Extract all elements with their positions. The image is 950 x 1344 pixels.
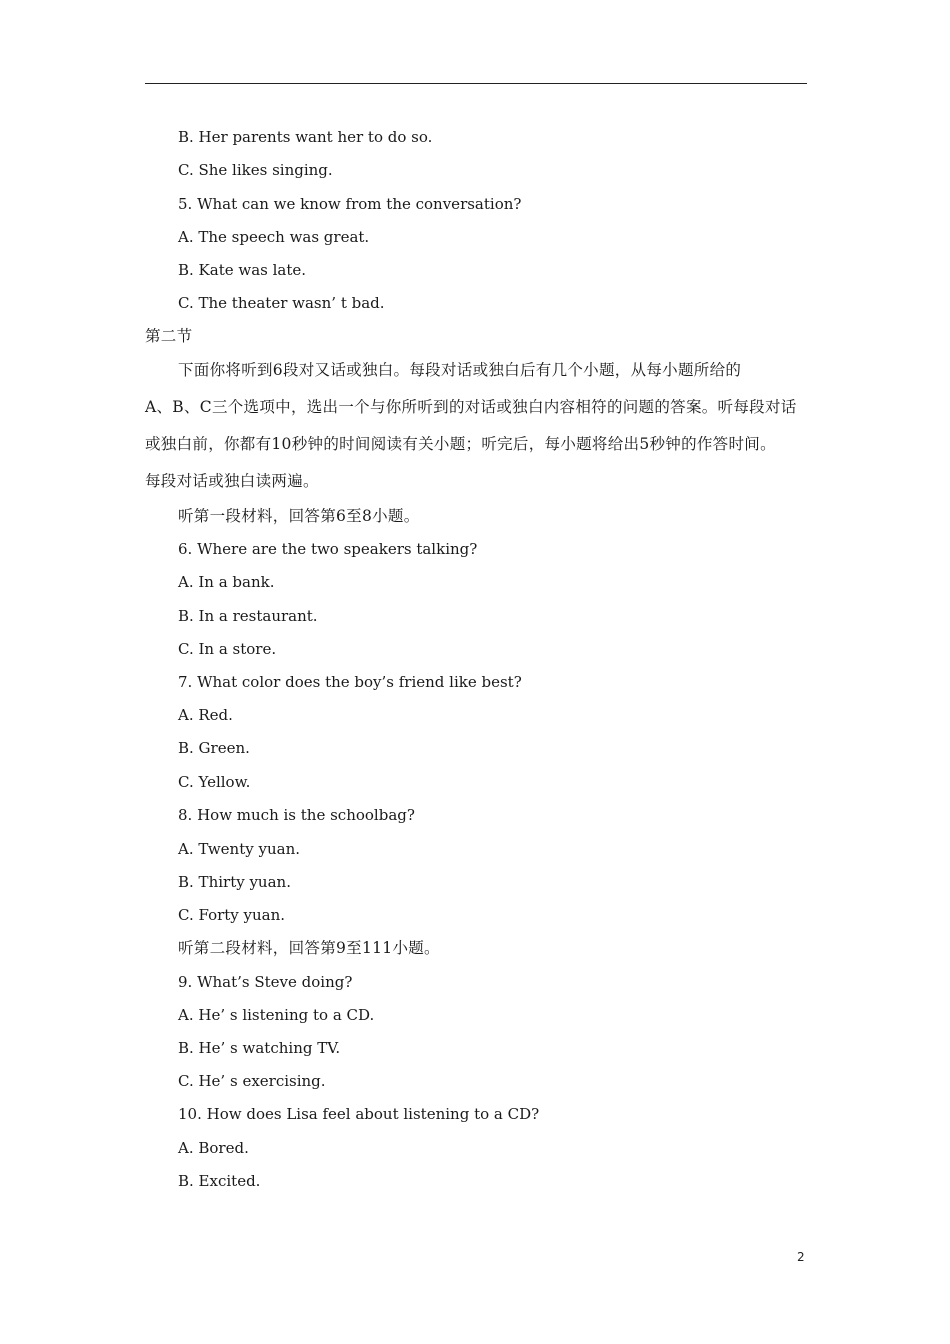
option-line: B. Thirty yuan. xyxy=(178,873,291,891)
instruction-paragraph-line: 或独白前，你都有10秒钟的时间阅读有关小题；听完后，每小题将给出5秒钟的作答时间。 xyxy=(145,435,776,453)
option-line: C. The theater wasn’ t bad. xyxy=(178,294,385,312)
option-line: C. She likes singing. xyxy=(178,161,333,179)
question-line: 5. What can we know from the conversation? xyxy=(178,195,522,213)
option-line: A. He’ s listening to a CD. xyxy=(178,1006,375,1024)
question-line: 7. What color does the boy’s friend like best? xyxy=(178,673,522,691)
option-line: C. Yellow. xyxy=(178,773,251,791)
instruction-paragraph-line: 每段对话或独白读两遍。 xyxy=(145,472,319,490)
option-line: A. The speech was great. xyxy=(178,228,370,246)
option-line: B. Her parents want her to do so. xyxy=(178,128,433,146)
option-line: C. He’ s exercising. xyxy=(178,1072,326,1090)
option-line: B. He’ s watching TV. xyxy=(178,1039,341,1057)
instruction-paragraph-line: 下面你将听到6段对又话或独白。每段对话或独白后有几个小题，从每小题所给的 xyxy=(178,361,742,379)
option-line: B. In a restaurant. xyxy=(178,607,318,625)
instruction-paragraph-line: A、B、C三个选项中，选出一个与你所听到的对话或独白内容相符的问题的答案。听每段对话 xyxy=(145,398,797,416)
option-line: B. Excited. xyxy=(178,1172,261,1190)
question-line: 9. What’s Steve doing? xyxy=(178,973,353,991)
option-line: A. In a bank. xyxy=(178,573,275,591)
option-line: A. Twenty yuan. xyxy=(178,840,300,858)
option-line: C. Forty yuan. xyxy=(178,906,286,924)
option-line: A. Bored. xyxy=(178,1139,249,1157)
question-line: 8. How much is the schoolbag? xyxy=(178,806,415,824)
page-number: 2 xyxy=(797,1250,805,1264)
section-heading: 第二节 xyxy=(145,327,193,345)
option-line: A. Red. xyxy=(178,706,233,724)
question-line: 6. Where are the two speakers talking? xyxy=(178,540,478,558)
option-line: B. Kate was late. xyxy=(178,261,307,279)
listening-material-heading: 听第二段材料，回答第9至111小题。 xyxy=(178,939,440,957)
option-line: B. Green. xyxy=(178,739,250,757)
listening-material-heading: 听第一段材料，回答第6至8小题。 xyxy=(178,507,420,525)
question-line: 10. How does Lisa feel about listening to a CD? xyxy=(178,1105,540,1123)
option-line: C. In a store. xyxy=(178,640,277,658)
